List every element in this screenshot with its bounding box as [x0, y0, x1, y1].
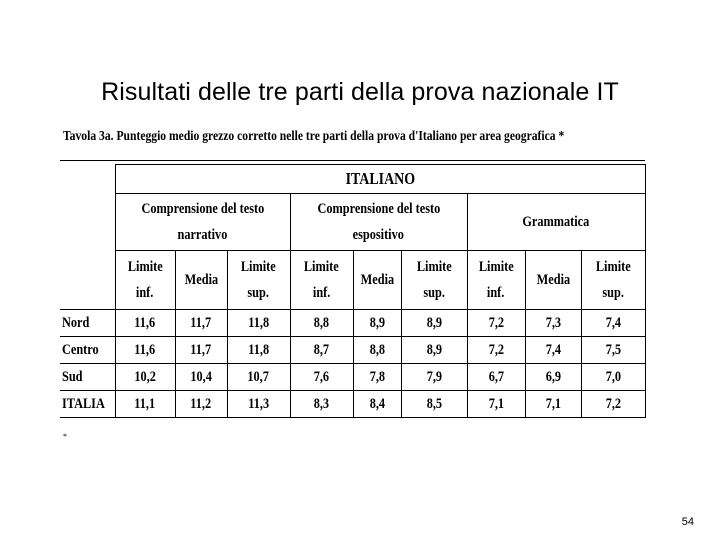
- table-cell: 11,7: [175, 310, 227, 337]
- table-row: [60, 310, 645, 337]
- table-cell: 7,2: [467, 310, 525, 337]
- table-cell: 7,2: [467, 337, 525, 364]
- table-cell: 8,9: [353, 310, 401, 337]
- table-cell: 6,9: [525, 364, 581, 391]
- slide-title: Risultati delle tre parti della prova nazionale IT: [101, 78, 619, 106]
- table-cell: 8,7: [290, 337, 353, 364]
- table-cell: 11,7: [175, 337, 227, 364]
- table-cell: 7,1: [467, 391, 525, 418]
- column-header: Media: [353, 251, 401, 310]
- table-cell: 7,6: [290, 364, 353, 391]
- section-header: Grammatica: [467, 194, 645, 251]
- table-cell: 8,4: [353, 391, 401, 418]
- column-header: Limite sup.: [581, 251, 645, 310]
- column-header: Media: [175, 251, 227, 310]
- table-corner: [60, 165, 115, 310]
- section-header: Comprensione del testo narrativo: [115, 194, 290, 251]
- table-cell: 7,4: [581, 310, 645, 337]
- section-header-row: [60, 194, 645, 251]
- table-row: [60, 337, 645, 364]
- table-cell: 11,6: [115, 310, 175, 337]
- column-header: Limite inf.: [115, 251, 175, 310]
- table-cell: 7,8: [353, 364, 401, 391]
- table-cell: 8,8: [290, 310, 353, 337]
- table-row: [60, 364, 645, 391]
- table-cell: 8,3: [290, 391, 353, 418]
- table-cell: 7,5: [581, 337, 645, 364]
- page-number: 54: [681, 516, 694, 528]
- table-cell: 10,7: [227, 364, 290, 391]
- table-cell: 11,1: [115, 391, 175, 418]
- results-table: [60, 164, 646, 418]
- row-label-centro: Centro: [60, 337, 115, 364]
- table-cell: 11,6: [115, 337, 175, 364]
- table-caption: Tavola 3a. Punteggio medio grezzo corretto nelle tre parti della prova d'Italiano per area geografica *: [63, 128, 565, 143]
- column-header: Limite inf.: [290, 251, 353, 310]
- table-cell: 11,8: [227, 337, 290, 364]
- table-footnote: *: [63, 432, 67, 441]
- section-header: Comprensione del testo espositivo: [290, 194, 467, 251]
- table-body: [60, 310, 645, 418]
- table-cell: 11,8: [227, 310, 290, 337]
- results-table-image: [60, 124, 650, 444]
- row-label-sud: Sud: [60, 364, 115, 391]
- table-cell: 7,0: [581, 364, 645, 391]
- table-cell: 10,4: [175, 364, 227, 391]
- table-cell: 10,2: [115, 364, 175, 391]
- table-cell: 6,7: [467, 364, 525, 391]
- caption-divider: [60, 160, 645, 161]
- column-header: Limite sup.: [401, 251, 467, 310]
- table-cell: 7,2: [581, 391, 645, 418]
- table-cell: 11,3: [227, 391, 290, 418]
- subheader-row: [60, 251, 645, 310]
- table-cell: 8,5: [401, 391, 467, 418]
- column-header: Media: [525, 251, 581, 310]
- column-header: Limite sup.: [227, 251, 290, 310]
- table-row: [60, 391, 645, 418]
- table-cell: 8,8: [353, 337, 401, 364]
- table-cell: 7,4: [525, 337, 581, 364]
- subject-header: ITALIANO: [115, 165, 645, 194]
- row-label-nord: Nord: [60, 310, 115, 337]
- table-cell: 7,1: [525, 391, 581, 418]
- table-cell: 8,9: [401, 337, 467, 364]
- table-cell: 8,9: [401, 310, 467, 337]
- table-cell: 11,2: [175, 391, 227, 418]
- table-cell: 7,9: [401, 364, 467, 391]
- table-cell: 7,3: [525, 310, 581, 337]
- column-header: Limite inf.: [467, 251, 525, 310]
- row-label-italia: ITALIA: [60, 391, 115, 418]
